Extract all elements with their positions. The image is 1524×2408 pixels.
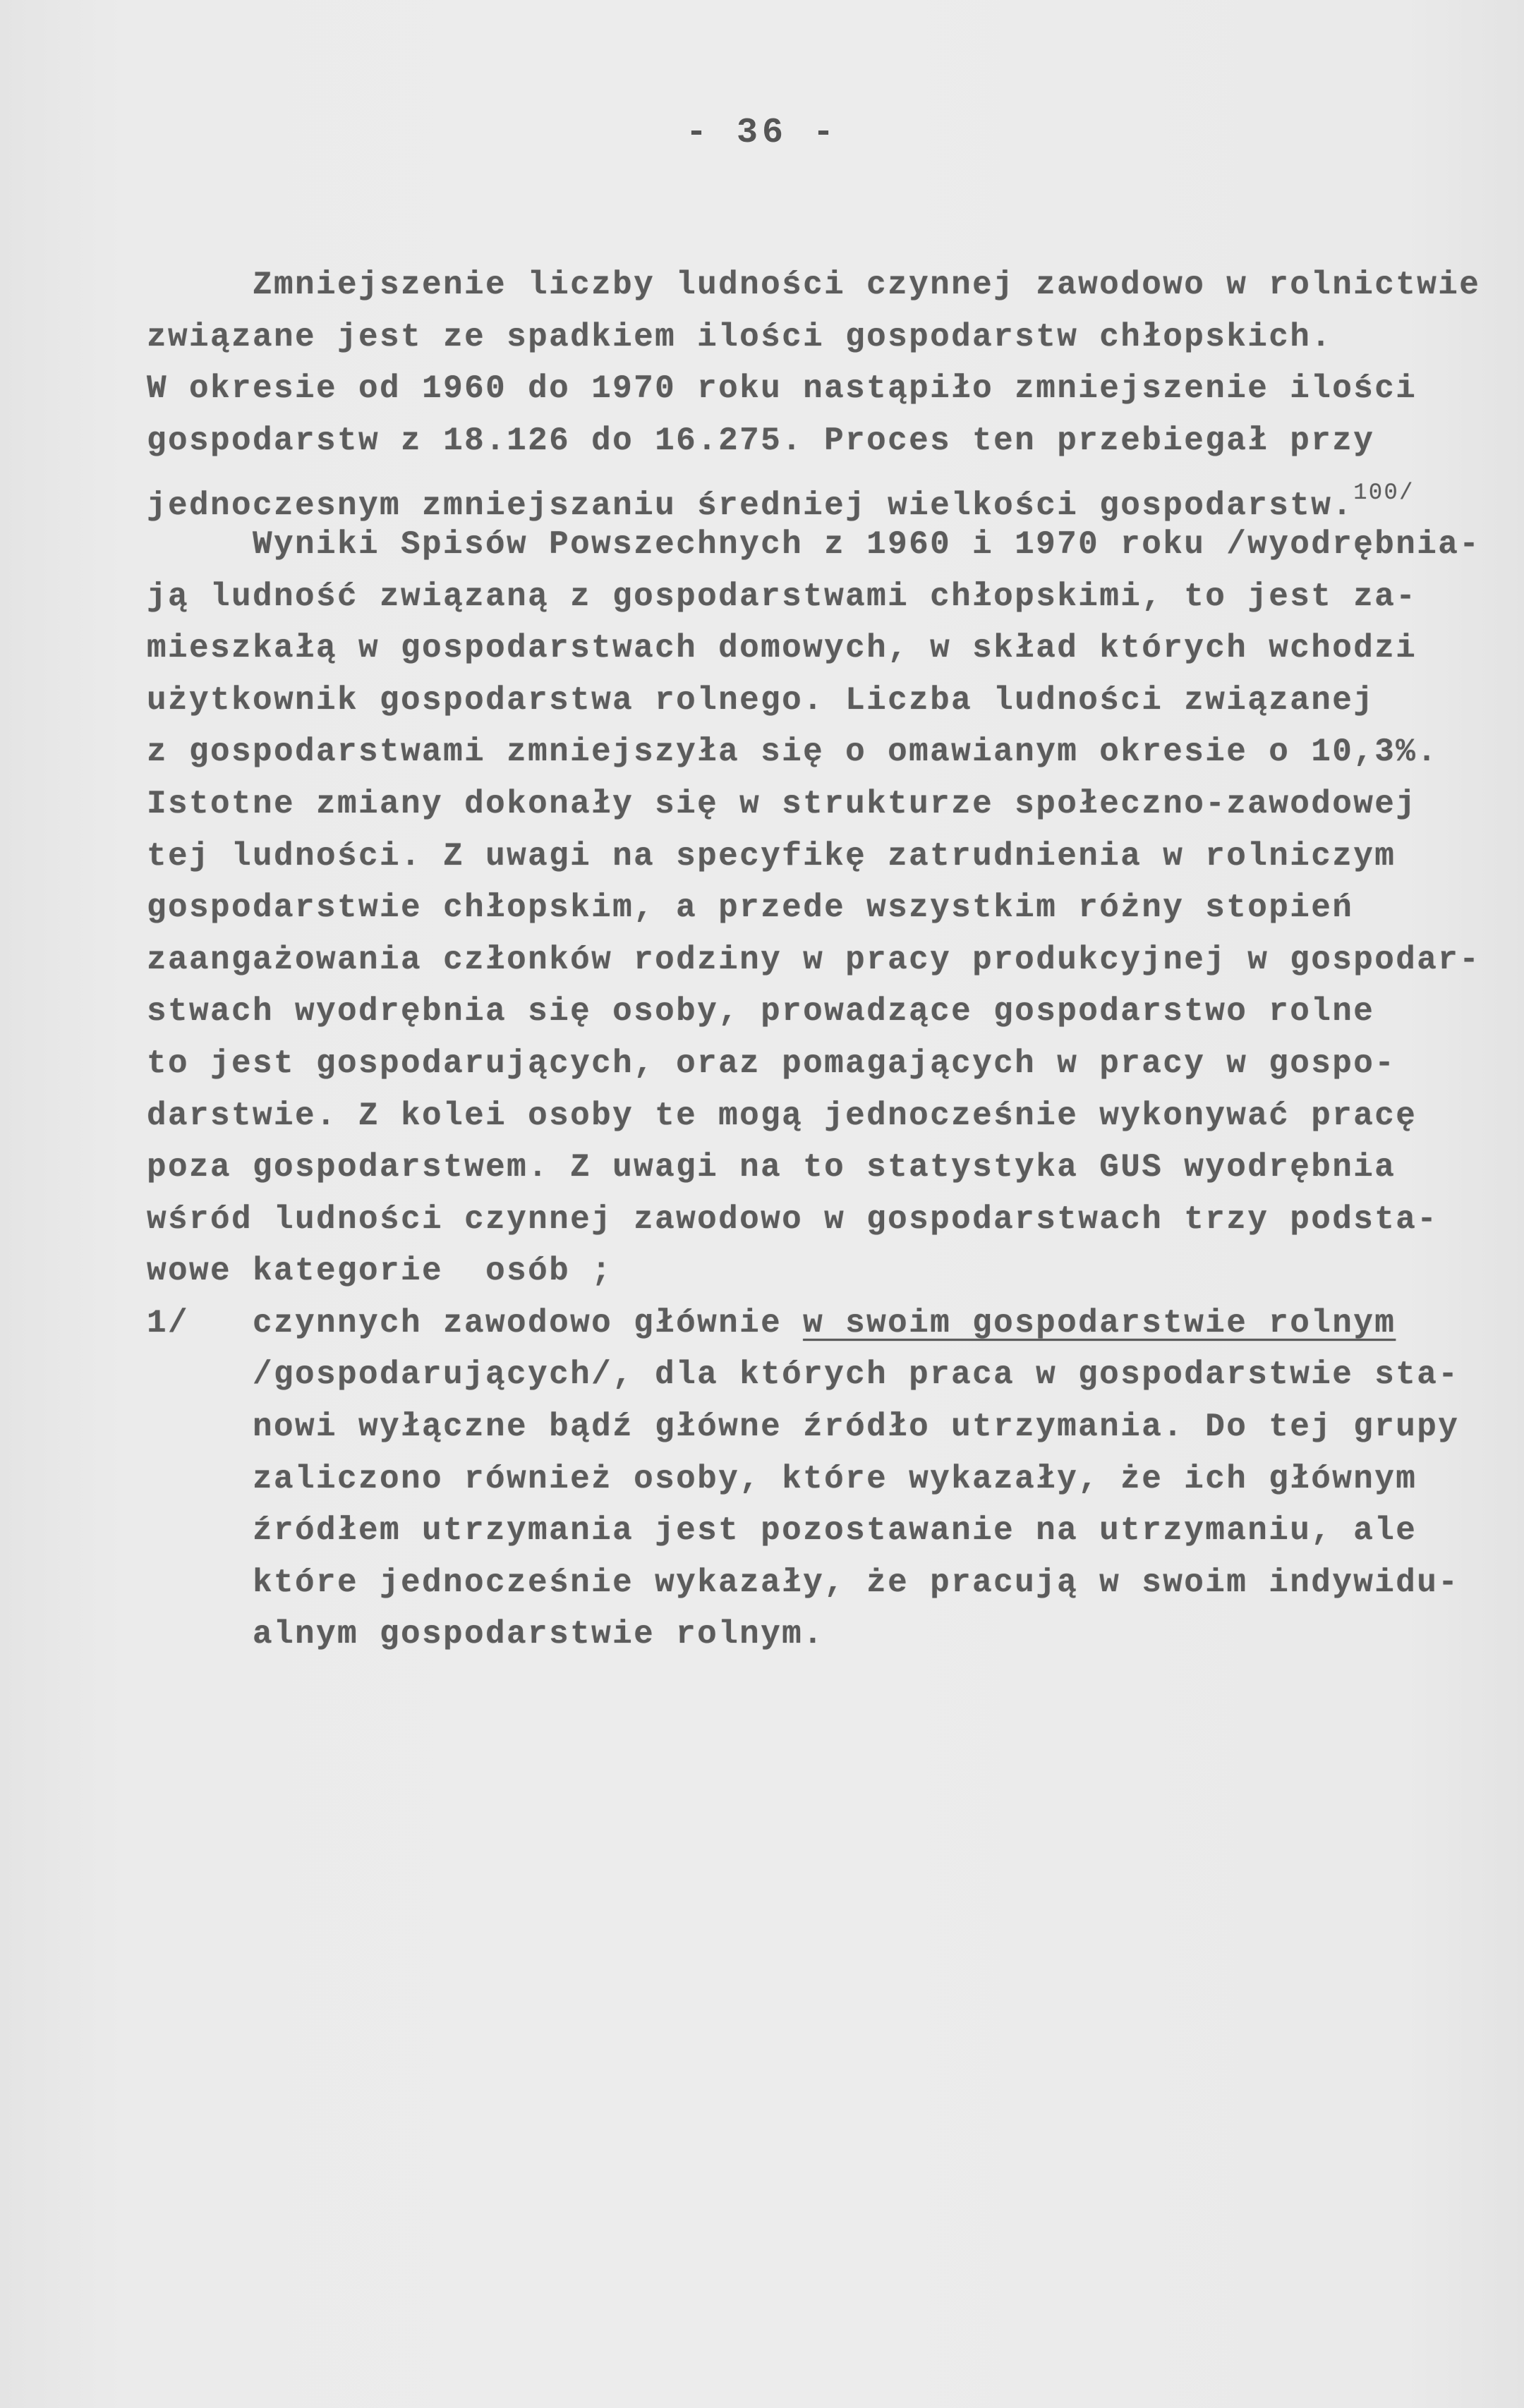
text-line-with-footnote bbox=[147, 467, 1473, 525]
text-line: zaangażowania członków rodziny w pracy produkcyjnej w gospodar- bbox=[147, 941, 1481, 978]
text-line: poza gospodarstwem. Z uwagi na to statystyka GUS wyodrębnia bbox=[147, 1149, 1396, 1186]
text-line: jednoczesnym zmniejszaniu średniej wielkości gospodarstw. bbox=[147, 487, 1354, 525]
text-line: użytkownik gospodarstwa rolnego. Liczba ludności związanej bbox=[147, 681, 1375, 719]
text-segment: czynnych zawodowo głównie bbox=[253, 1304, 804, 1342]
text-line: mieszkałą w gospodarstwach domowych, w skład których wchodzi bbox=[147, 630, 1417, 667]
text-line: nowi wyłączne bądź główne źródło utrzymania. Do tej grupy bbox=[253, 1409, 1460, 1446]
text-line: wowe kategorie osób ; bbox=[147, 1253, 613, 1290]
paragraph-1 bbox=[147, 260, 1481, 525]
list-item-first-line bbox=[147, 1298, 1473, 1350]
list-item-number: 1/ bbox=[147, 1304, 190, 1342]
text-line: alnym gospodarstwie rolnym. bbox=[253, 1616, 825, 1653]
footnote-reference: 100/ bbox=[1353, 480, 1415, 506]
text-line: Istotne zmiany dokonały się w strukturze społeczno-zawodowej bbox=[147, 785, 1417, 822]
body-text bbox=[147, 260, 1481, 1661]
text-line: z gospodarstwami zmniejszyła się o omawianym okresie o 10,3%. bbox=[147, 734, 1439, 771]
text-line: Wyniki Spisów Powszechnych z 1960 i 1970 roku /wyodrębnia- bbox=[253, 525, 1481, 563]
underlined-phrase: w swoim gospodarstwie rolnym bbox=[803, 1304, 1396, 1342]
text-line: W okresie od 1960 do 1970 roku nastąpiło zmniejszenie ilości bbox=[147, 370, 1417, 408]
text-line: gospodarstw z 18.126 do 16.275. Proces ten przebiegał przy bbox=[147, 422, 1375, 459]
text-line: ją ludność związaną z gospodarstwami chłopskimi, to jest za- bbox=[147, 578, 1417, 615]
text-line: darstwie. Z kolei osoby te mogą jednocześnie wykonywać pracę bbox=[147, 1097, 1417, 1134]
text-line: związane jest ze spadkiem ilości gospodarstw chłopskich. bbox=[147, 318, 1333, 355]
text-line: /gospodarujących/, dla których praca w gospodarstwie sta- bbox=[253, 1356, 1460, 1394]
text-line: Zmniejszenie liczby ludności czynnej zawodowo w rolnictwie bbox=[253, 267, 1481, 303]
category-list-item-1 bbox=[147, 1298, 1473, 1661]
page-number: - 36 - bbox=[685, 113, 839, 153]
text-line: które jednocześnie wykazały, że pracują w swoim indywidu- bbox=[253, 1564, 1460, 1601]
text-line: tej ludności. Z uwagi na specyfikę zatrudnienia w rolniczym bbox=[147, 837, 1396, 875]
text-line: stwach wyodrębnia się osoby, prowadzące gospodarstwo rolne bbox=[147, 993, 1375, 1030]
text-line: gospodarstwie chłopskim, a przede wszystkim różny stopień bbox=[147, 889, 1354, 927]
paragraph-2 bbox=[147, 519, 1481, 1298]
text-line: źródłem utrzymania jest pozostawanie na utrzymaniu, ale bbox=[253, 1512, 1417, 1550]
text-line: to jest gospodarujących, oraz pomagających w pracy w gospo- bbox=[147, 1045, 1396, 1082]
text-line: zaliczono również osoby, które wykazały, że ich głównym bbox=[253, 1460, 1417, 1497]
text-line: wśród ludności czynnej zawodowo w gospodarstwach trzy podsta- bbox=[147, 1200, 1439, 1238]
